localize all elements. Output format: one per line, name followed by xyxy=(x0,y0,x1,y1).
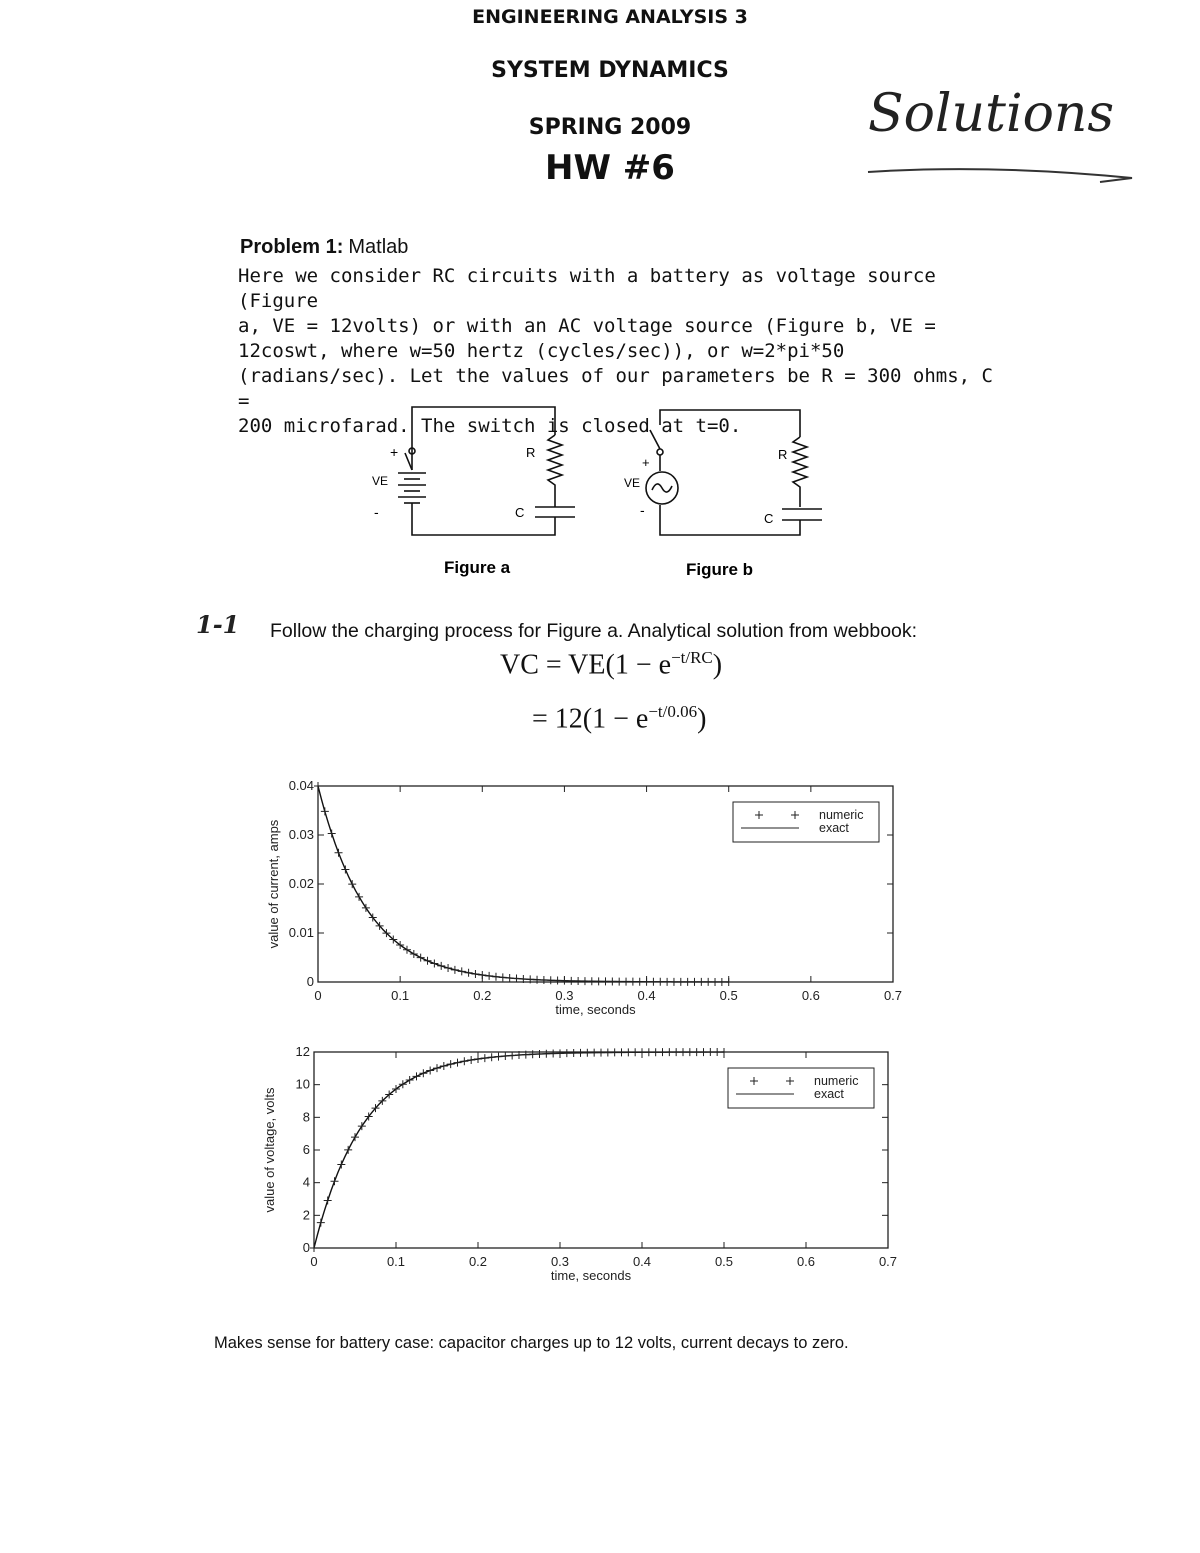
equation-1-exponent: −t/RC xyxy=(671,648,713,667)
voltage-chart-group xyxy=(262,1044,897,1283)
current-x-axis-label: time, seconds xyxy=(555,1002,636,1017)
current-legend-label-exact: exact xyxy=(819,821,849,835)
voltage-numeric-marker xyxy=(337,1160,345,1168)
conclusion-text: Makes sense for battery case: capacitor charges up to 12 volts, current decays to zero. xyxy=(214,1334,849,1352)
circuit-b-minus: - xyxy=(640,502,645,518)
voltage-y-tick-label: 0 xyxy=(302,1240,310,1255)
current-numeric-marker xyxy=(697,978,705,986)
circuit-a-source-label: VE xyxy=(372,474,389,488)
current-series-exact xyxy=(318,786,729,982)
current-x-tick-label: 0.2 xyxy=(473,988,492,1003)
current-numeric-marker xyxy=(328,830,336,838)
voltage-x-tick-label: 0.3 xyxy=(550,1254,570,1269)
voltage-y-axis-label: value of voltage, volts xyxy=(262,1087,277,1213)
voltage-x-tick-label: 0.5 xyxy=(714,1254,734,1269)
voltage-numeric-marker xyxy=(597,1049,605,1057)
voltage-numeric-marker xyxy=(556,1049,564,1057)
current-numeric-marker xyxy=(499,973,507,981)
circuit-a-minus: - xyxy=(374,504,379,520)
voltage-numeric-marker xyxy=(618,1048,626,1056)
current-numeric-marker xyxy=(690,978,698,986)
current-numeric-marker xyxy=(581,977,589,985)
circuit-b-r-label: R xyxy=(778,447,788,462)
equation-2-prefix: = 12 xyxy=(532,703,583,735)
current-y-tick-label: 0.03 xyxy=(288,827,314,842)
current-numeric-marker xyxy=(677,978,685,986)
circuit-b-source-label: VE xyxy=(624,476,641,490)
voltage-numeric-marker xyxy=(706,1048,714,1056)
current-numeric-marker xyxy=(595,977,603,985)
voltage-numeric-marker xyxy=(351,1133,359,1141)
voltage-x-axis-label: time, seconds xyxy=(550,1268,632,1283)
voltage-numeric-marker xyxy=(426,1066,434,1074)
circuit-a-plus: + xyxy=(390,444,399,460)
equation-2-paren: (1 − e xyxy=(582,703,649,735)
current-numeric-marker xyxy=(547,976,555,984)
current-numeric-marker xyxy=(649,978,657,986)
voltage-numeric-marker xyxy=(659,1048,667,1056)
voltage-numeric-marker xyxy=(638,1048,646,1056)
current-numeric-marker xyxy=(588,977,596,985)
current-y-tick-label: 0.02 xyxy=(288,876,314,891)
current-numeric-marker xyxy=(465,969,473,977)
current-numeric-marker xyxy=(335,849,343,857)
current-numeric-marker xyxy=(362,904,370,912)
current-numeric-marker xyxy=(718,978,726,986)
current-x-tick-label: 0.4 xyxy=(637,988,656,1003)
voltage-y-tick-label: 8 xyxy=(302,1109,310,1125)
voltage-numeric-marker xyxy=(481,1054,489,1062)
current-y-axis-label: value of current, amps xyxy=(266,819,281,949)
voltage-numeric-marker xyxy=(419,1069,427,1077)
current-numeric-marker xyxy=(444,964,452,972)
voltage-numeric-marker xyxy=(508,1051,516,1059)
current-numeric-marker xyxy=(540,976,548,984)
current-numeric-marker xyxy=(485,972,493,980)
voltage-numeric-marker xyxy=(665,1048,673,1056)
current-y-tick-label: 0.01 xyxy=(288,925,314,940)
voltage-numeric-marker xyxy=(324,1196,332,1204)
current-numeric-marker xyxy=(629,978,637,986)
voltage-numeric-marker xyxy=(331,1177,339,1185)
current-numeric-marker xyxy=(451,966,459,974)
current-numeric-marker xyxy=(348,880,356,888)
current-numeric-marker xyxy=(437,962,445,970)
current-x-tick-label: 0.1 xyxy=(391,988,410,1003)
current-numeric-marker xyxy=(615,978,623,986)
current-numeric-marker xyxy=(711,978,719,986)
voltage-numeric-marker xyxy=(413,1072,421,1080)
voltage-numeric-marker xyxy=(501,1052,509,1060)
current-y-tick-label: 0 xyxy=(306,974,314,989)
current-numeric-marker xyxy=(417,954,425,962)
current-numeric-marker xyxy=(602,977,610,985)
voltage-numeric-marker xyxy=(447,1060,455,1068)
voltage-numeric-marker xyxy=(536,1050,544,1058)
current-numeric-marker xyxy=(492,973,500,981)
equation-1-paren: (1 − e xyxy=(605,649,672,681)
voltage-numeric-marker xyxy=(563,1049,571,1057)
voltage-numeric-marker xyxy=(672,1048,680,1056)
voltage-numeric-marker xyxy=(433,1064,441,1072)
hw-title: HW #6 xyxy=(545,148,675,188)
problem-tool: Matlab xyxy=(348,236,409,258)
voltage-numeric-marker xyxy=(454,1059,462,1067)
voltage-numeric-marker xyxy=(549,1050,557,1058)
part-number: 1-1 xyxy=(196,610,240,639)
voltage-numeric-marker xyxy=(570,1049,578,1057)
voltage-numeric-marker xyxy=(474,1055,482,1063)
problem-line: 200 microfarad. The switch is closed at t=0. xyxy=(238,415,742,437)
voltage-y-tick-label: 10 xyxy=(295,1076,310,1092)
voltage-series-exact xyxy=(314,1052,724,1248)
voltage-series-numeric xyxy=(310,1048,728,1252)
voltage-numeric-marker xyxy=(399,1080,407,1088)
current-x-tick-label: 0 xyxy=(314,988,322,1003)
voltage-numeric-marker xyxy=(693,1048,701,1056)
voltage-numeric-marker xyxy=(679,1048,687,1056)
voltage-numeric-marker xyxy=(645,1048,653,1056)
current-numeric-marker xyxy=(513,975,521,983)
current-numeric-marker xyxy=(656,978,664,986)
voltage-numeric-marker xyxy=(583,1049,591,1057)
equation-1-close: ) xyxy=(712,649,723,681)
voltage-numeric-marker xyxy=(590,1049,598,1057)
current-numeric-marker xyxy=(410,950,418,958)
current-numeric-marker xyxy=(424,957,432,965)
circuit-b-c-label: C xyxy=(764,511,774,526)
course-title: ENGINEERING ANALYSIS 3 xyxy=(472,6,748,28)
voltage-numeric-marker xyxy=(652,1048,660,1056)
voltage-numeric-marker xyxy=(460,1057,468,1065)
voltage-numeric-marker xyxy=(611,1048,619,1056)
current-x-tick-label: 0.5 xyxy=(719,988,738,1003)
subject-title: SYSTEM DYNAMICS xyxy=(491,58,729,83)
current-numeric-marker xyxy=(321,807,329,815)
current-numeric-marker xyxy=(430,960,438,968)
equation-2-close: ) xyxy=(697,703,707,735)
current-numeric-marker xyxy=(506,974,514,982)
current-numeric-marker xyxy=(725,978,733,986)
voltage-y-tick-label: 2 xyxy=(302,1207,310,1223)
current-numeric-marker xyxy=(636,978,644,986)
current-x-tick-label: 0.6 xyxy=(801,988,820,1003)
voltage-numeric-marker xyxy=(344,1146,352,1154)
current-numeric-marker xyxy=(471,970,479,978)
current-numeric-marker xyxy=(704,978,712,986)
equation-1-lhs: VC = VE xyxy=(500,649,606,681)
part-text: Follow the charging process for Figure a. Analytical solution from webbook: xyxy=(270,620,918,642)
voltage-numeric-marker xyxy=(440,1062,448,1070)
current-numeric-marker xyxy=(684,978,692,986)
current-x-tick-label: 0.3 xyxy=(555,988,574,1003)
voltage-y-tick-label: 6 xyxy=(302,1142,310,1157)
voltage-numeric-marker xyxy=(317,1219,325,1227)
voltage-numeric-marker xyxy=(713,1048,721,1056)
voltage-numeric-marker xyxy=(720,1048,728,1056)
voltage-numeric-marker xyxy=(631,1048,639,1056)
current-numeric-marker xyxy=(314,782,322,790)
current-numeric-marker xyxy=(574,977,582,985)
current-numeric-marker xyxy=(458,967,466,975)
current-numeric-marker xyxy=(567,977,575,985)
current-x-tick-label: 0.7 xyxy=(883,988,903,1003)
voltage-numeric-marker xyxy=(467,1056,475,1064)
voltage-y-tick-label: 12 xyxy=(295,1044,310,1059)
term-title: SPRING 2009 xyxy=(528,115,692,140)
problem-line: a, VE = 12volts) or with an AC voltage source (Figure b, VE = xyxy=(238,315,936,337)
circuit-a-caption: Figure a xyxy=(444,558,511,577)
current-numeric-marker xyxy=(670,978,678,986)
current-numeric-marker xyxy=(663,978,671,986)
voltage-x-tick-label: 0.2 xyxy=(468,1254,488,1269)
current-legend-label-numeric: numeric xyxy=(819,808,864,822)
voltage-x-tick-label: 0.4 xyxy=(632,1254,652,1269)
handwritten-solutions: Solutions xyxy=(868,84,1115,144)
voltage-numeric-marker xyxy=(406,1076,414,1084)
current-numeric-marker xyxy=(608,978,616,986)
voltage-numeric-marker xyxy=(542,1050,550,1058)
voltage-x-tick-label: 0.7 xyxy=(878,1254,898,1269)
voltage-x-tick-label: 0.1 xyxy=(386,1254,406,1269)
voltage-numeric-marker xyxy=(577,1049,585,1057)
voltage-numeric-marker xyxy=(700,1048,708,1056)
voltage-numeric-marker xyxy=(488,1053,496,1061)
voltage-x-tick-label: 0.6 xyxy=(796,1254,816,1269)
equation-2-exponent: −t/0.06 xyxy=(648,702,698,721)
problem-label: Problem 1: xyxy=(240,236,344,258)
problem-line: Here we consider RC circuits with a battery as voltage source (Figure xyxy=(238,265,936,312)
current-numeric-marker xyxy=(478,971,486,979)
current-y-tick-label: 0.04 xyxy=(288,778,314,793)
current-numeric-marker xyxy=(403,946,411,954)
voltage-numeric-marker xyxy=(604,1048,612,1056)
voltage-legend-label-exact: exact xyxy=(814,1087,844,1101)
current-numeric-marker xyxy=(643,978,651,986)
current-numeric-marker xyxy=(355,893,363,901)
current-numeric-marker xyxy=(341,866,349,874)
voltage-legend-label-numeric: numeric xyxy=(814,1074,859,1088)
voltage-numeric-marker xyxy=(310,1244,318,1252)
voltage-numeric-marker xyxy=(495,1053,503,1061)
current-numeric-marker xyxy=(554,976,562,984)
voltage-x-tick-label: 0 xyxy=(310,1254,318,1269)
circuit-a-c-label: C xyxy=(515,505,525,520)
voltage-y-tick-label: 4 xyxy=(302,1174,310,1190)
voltage-numeric-marker xyxy=(624,1048,632,1056)
current-series-numeric xyxy=(314,782,733,986)
problem-line: 12coswt, where w=50 hertz (cycles/sec)), or w=2*pi*50 xyxy=(238,340,845,362)
circuit-b-plus: + xyxy=(642,455,650,470)
current-chart-group xyxy=(266,778,902,1017)
voltage-numeric-marker xyxy=(686,1048,694,1056)
current-numeric-marker xyxy=(622,978,630,986)
circuit-b-caption: Figure b xyxy=(686,560,754,579)
current-numeric-marker xyxy=(560,977,568,985)
circuit-a-r-label: R xyxy=(526,445,536,460)
problem-line: (radians/sec). Let the values of our parameters be R = 300 ohms, C = xyxy=(238,365,993,412)
